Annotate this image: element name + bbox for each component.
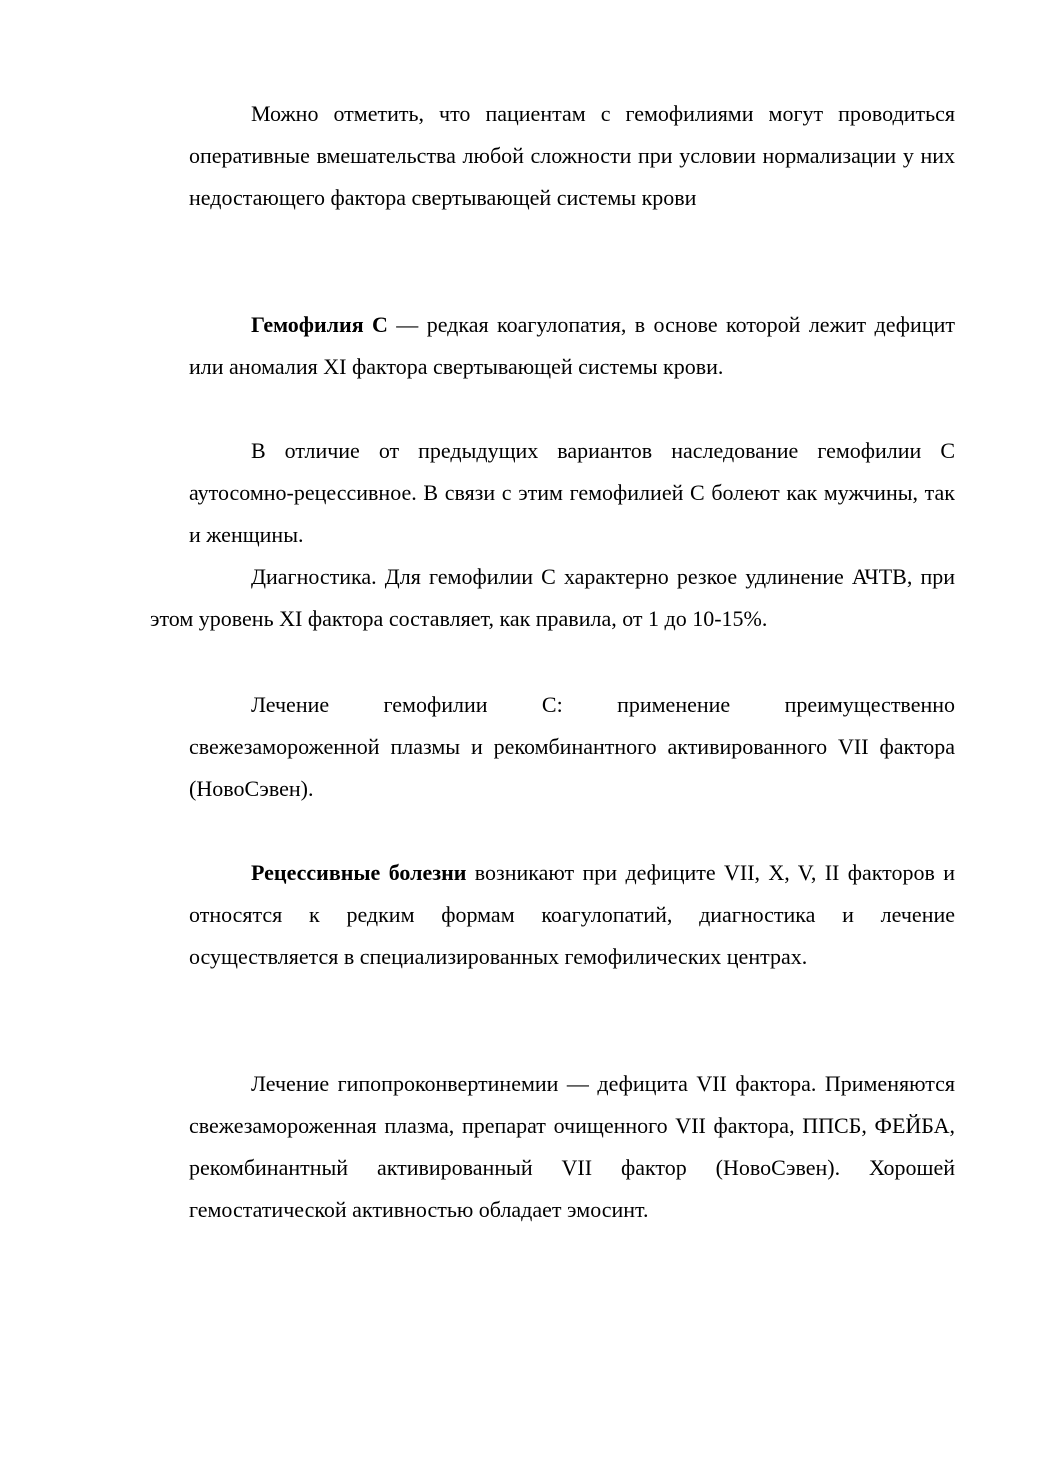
paragraph-inheritance: В отличие от предыдущих вариантов наследование гемофилии С аутосомно-рецессивное. В связи с этим гемофилией С болеют как мужчины, так и женщины. [189, 438, 955, 547]
paragraph-treatment-c: Лечение гемофилии С: применение преимущественно свежезамороженной плазмы и рекомбинантного активированного VII фактора (НовоСэвен). [189, 692, 955, 801]
paragraph-surgery-note: Можно отметить, что пациентам с гемофилиями могут проводиться оперативные вмешательства любой сложности при условии нормализации у них недостающего фактора свертывающей системы крови [189, 101, 955, 210]
paragraph-hypoproconvertinemia: Лечение гипопроконвертинемии — дефицита VII фактора. Применяются свежезамороженная плазма, препарат очищенного VII фактора, ППСБ, ФЕЙБА, рекомбинантный активированный VII фактор (НовоСэвен). Хорошей гемостатической активностью обладает эмосинт. [189, 1071, 955, 1222]
term-recessive-diseases: Рецессивные болезни [251, 860, 467, 885]
hemophilia-c-definition: — редкая коагулопатия, в основе которой лежит дефицит или аномалия XI фактора свертывающей системы крови. [189, 312, 955, 379]
term-hemophilia-c: Гемофилия С [251, 312, 388, 337]
recessive-diseases-description: возникают при дефиците VII, X, V, II факторов и относятся к редким формам коагулопатий, диагностика и лечение осуществляется в специализированных гемофилических центрах. [189, 860, 955, 969]
paragraph-recessive-diseases [189, 852, 955, 978]
paragraph-diagnostics: Диагностика. Для гемофилии С характерно резкое удлинение АЧТВ, при этом уровень XI фактора составляет, как правила, от 1 до 10-15%. [150, 564, 955, 631]
paragraph-hemophilia-c [189, 304, 955, 388]
